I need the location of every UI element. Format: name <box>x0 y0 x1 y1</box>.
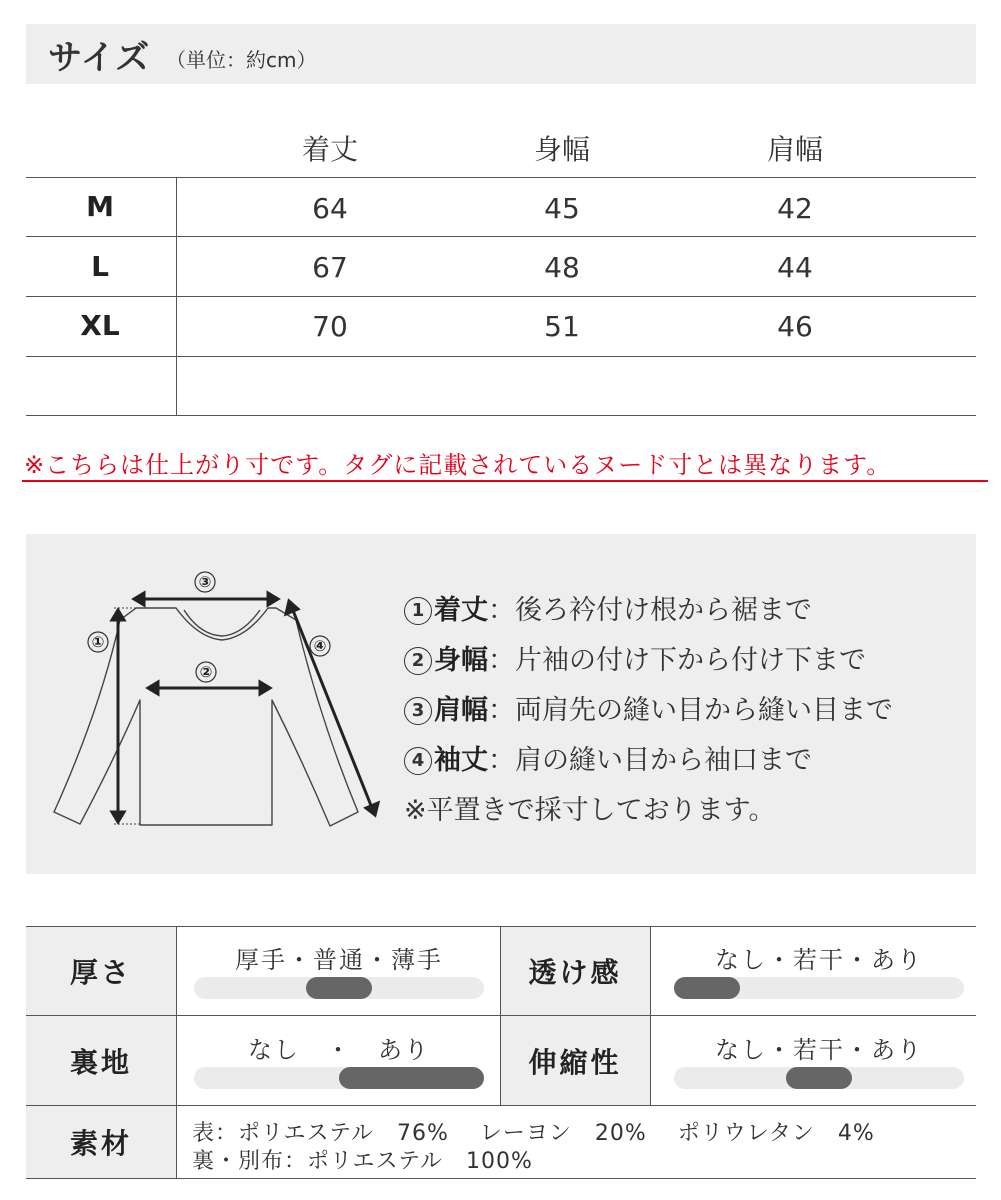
table-cell: 48 <box>544 251 580 284</box>
marker-1: ① <box>91 633 105 651</box>
label-lining: 裏地 <box>26 1016 176 1105</box>
legend-desc: ：肩の縫い目から袖口まで <box>488 745 812 776</box>
table-divider <box>26 296 976 297</box>
measurement-note: ※こちらは仕上がり寸です。タグに記載されているヌード寸とは異なります。 <box>24 451 892 479</box>
col-header-shoulder: 肩幅 <box>766 133 823 166</box>
legend-desc: ：後ろ衿付け根から裾まで <box>488 595 812 626</box>
marker-3: ③ <box>198 573 212 591</box>
row-header-l: L <box>91 250 109 283</box>
legend-number: 3 <box>404 697 432 725</box>
table-cell: 42 <box>777 192 813 225</box>
lining-scale <box>194 1067 484 1089</box>
sheerness-scale <box>674 977 964 999</box>
legend-desc: ：両肩先の縫い目から縫い目まで <box>488 695 893 726</box>
table-vertical-divider <box>176 177 177 415</box>
table-cell: 70 <box>312 310 348 343</box>
legend-number: 4 <box>404 747 432 775</box>
table-vertical-divider <box>500 926 501 1105</box>
sheerness-options: なし・若干・あり <box>715 946 923 974</box>
table-divider <box>26 356 976 357</box>
table-cell: 44 <box>777 251 813 284</box>
legend-number: 2 <box>404 647 432 675</box>
table-cell: 46 <box>777 310 813 343</box>
col-header-length: 着丈 <box>301 133 358 166</box>
material-outer: 表：ポリエステル 76% レーヨン 20% ポリウレタン 4% <box>192 1121 875 1146</box>
legend-term: 身幅 <box>434 645 488 676</box>
table-cell: 64 <box>312 192 348 225</box>
legend-item-sleeve <box>404 738 812 777</box>
shirt-diagram <box>40 560 400 850</box>
thickness-options: 厚手・普通・薄手 <box>235 946 443 974</box>
table-cell: 45 <box>544 192 580 225</box>
legend-item-length <box>404 588 812 627</box>
diagram-footnote: ※平置きで採寸しております。 <box>404 795 776 826</box>
table-divider <box>26 1178 976 1179</box>
label-material: 素材 <box>26 1106 176 1178</box>
legend-term: 着丈 <box>434 595 488 626</box>
section-title: サイズ <box>48 38 151 78</box>
table-vertical-divider <box>176 926 177 1178</box>
thickness-indicator <box>306 977 372 999</box>
lining-indicator <box>339 1067 484 1089</box>
table-divider <box>26 177 976 178</box>
thickness-scale <box>194 977 484 999</box>
material-lining: 裏・別布：ポリエステル 100% <box>192 1149 533 1174</box>
stretch-scale <box>674 1067 964 1089</box>
table-divider <box>26 236 976 237</box>
marker-2: ② <box>199 663 213 681</box>
stretch-options: なし・若干・あり <box>715 1036 923 1064</box>
table-vertical-divider <box>650 926 651 1105</box>
legend-number: 1 <box>404 597 432 625</box>
label-thickness: 厚さ <box>26 927 176 1015</box>
lining-options: なし ・ あり <box>248 1036 430 1064</box>
col-header-width: 身幅 <box>533 133 590 166</box>
table-cell: 51 <box>544 310 580 343</box>
unit-label: （単位：約cm） <box>166 48 317 72</box>
legend-item-shoulder <box>404 688 893 727</box>
legend-desc: ：片袖の付け下から付け下まで <box>488 645 866 676</box>
note-underline <box>22 480 988 482</box>
legend-term: 袖丈 <box>434 745 488 776</box>
table-cell: 67 <box>312 251 348 284</box>
stretch-indicator <box>786 1067 852 1089</box>
marker-4: ④ <box>313 637 327 655</box>
table-divider <box>26 926 976 927</box>
table-divider <box>26 1105 976 1106</box>
table-divider <box>26 415 976 416</box>
sheerness-indicator <box>674 977 740 999</box>
row-header-xl: XL <box>80 309 120 342</box>
row-header-m: M <box>86 190 114 223</box>
label-stretch: 伸縮性 <box>500 1016 650 1105</box>
legend-term: 肩幅 <box>434 695 488 726</box>
table-divider <box>26 1015 976 1016</box>
legend-item-width <box>404 638 866 677</box>
label-sheerness: 透け感 <box>500 927 650 1015</box>
